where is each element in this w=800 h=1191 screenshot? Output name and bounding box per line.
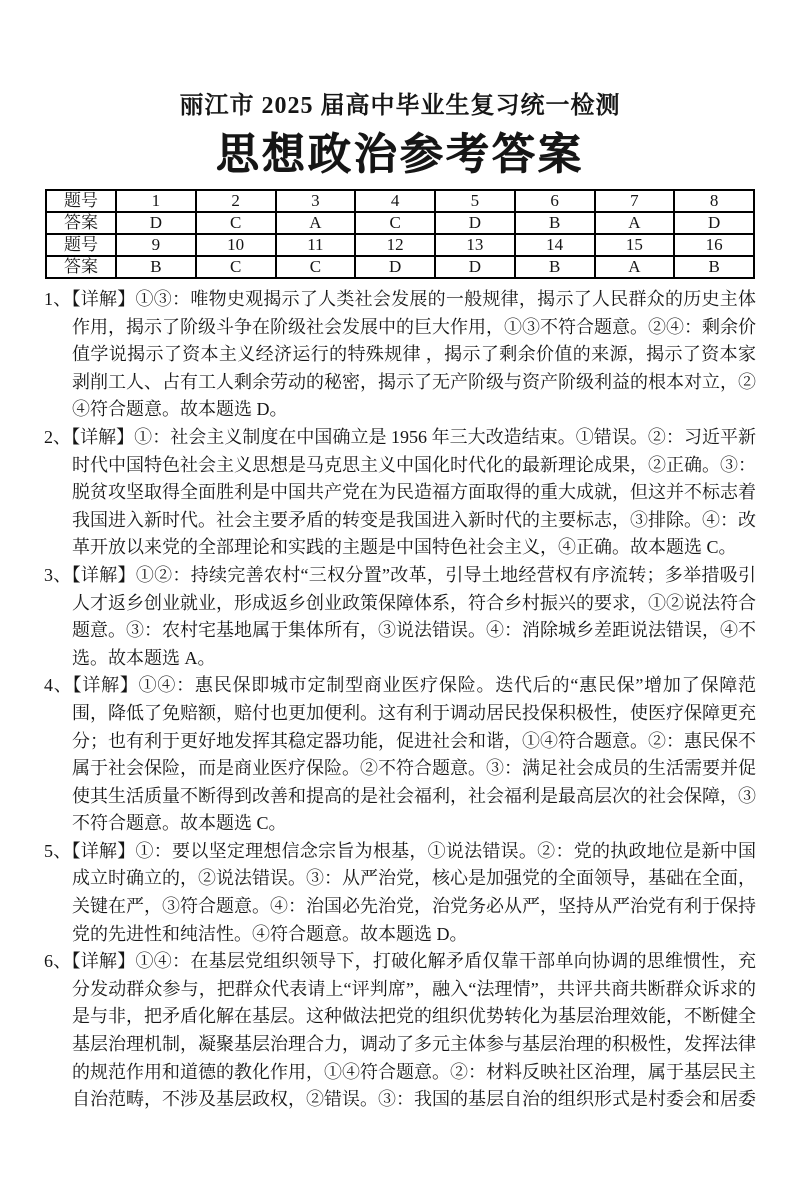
question-number-cell: 3 [276,190,356,212]
explanation-number: 6、 [44,951,72,972]
answer-table-row [46,234,754,256]
question-number-cell: 1 [116,190,196,212]
answer-cell: A [595,256,675,278]
explanation-number: 2、 [44,426,72,447]
answer-cell: C [196,212,276,234]
answer-cell: D [355,256,435,278]
answer-cell: D [674,212,754,234]
explanation-item-5 [44,838,756,948]
explanation-item-6 [44,948,756,1114]
exam-title: 丽江市 2025 届高中毕业生复习统一检测 [179,93,621,119]
explanation-item-3 [44,562,756,672]
question-number-cell: 8 [674,190,754,212]
answer-cell: B [116,256,196,278]
explanation-text: ①：要以坚定理想信念宗旨为根基，①说法错误。②：党的执政地位是新中国成立时确立的，②说法错误。③：从严治党，核心是加强党的全面领导，基础在全面，关键在严，③符合题意。④：治国必先治党，治党务必从严，坚持从严治党有利于保持党的先进性和纯洁性。④符合题意。故本题选 D。 [72,840,757,944]
answer-cell: D [435,256,515,278]
explanation-number: 1、 [44,289,72,309]
explanation-text: ①③：唯物史观揭示了人类社会发展的一般规律，揭示了人民群众的历史主体作用，揭示了阶级斗争在阶级社会发展中的巨大作用，①③不符合题意。②④：剩余价值学说揭示了资本主义经济运行的特殊规律 ，揭示了剩余价值的来源，揭示了资本家剥削工人、占有工人剩余劳动的秘密，揭示了无产阶级与资产阶级利益的根本对立，②④符合题意。故本题选 D。 [72,289,757,420]
explanation-item-1 [44,286,756,424]
explanation-label: 【详解】 [71,289,136,309]
answer-table [45,189,755,279]
answer-cell: B [515,256,595,278]
question-number-cell: 2 [196,190,276,212]
explanation-item-2 [44,424,756,562]
explanation-label: 【详解】 [72,675,139,696]
row-label: 答案 [46,256,116,278]
answer-cell: B [515,212,595,234]
answer-cell: C [196,256,276,278]
question-number-cell: 16 [674,234,754,256]
question-number-cell: 14 [515,234,595,256]
answer-table-row [46,190,754,212]
answer-key-title: 思想政治参考答案 [216,132,584,179]
answer-table-row [46,256,754,278]
question-number-cell: 13 [435,234,515,256]
answer-table-row [46,212,754,234]
question-number-cell: 4 [355,190,435,212]
question-number-cell: 9 [116,234,196,256]
answer-cell: D [435,212,515,234]
explanation-text: ①④：惠民保即城市定制型商业医疗保险。迭代后的“惠民保”增加了保障范围，降低了免赔额，赔付也更加便利。这有利于调动居民投保积极性，使医疗保障更充分；也有利于更好地发挥其稳定器功能，促进社会和谐，①④符合题意。②：惠民保不属于社会保险，而是商业医疗保险。②不符合题意。③：满足社会成员的生活需要并促使其生活质量不断得到改善和提高的是社会福利，社会福利是最高层次的社会保障，③不符合题意。故本题选 C。 [72,675,756,834]
question-number-cell: 12 [355,234,435,256]
explanation-number: 4、 [44,675,73,696]
answer-cell: D [116,212,196,234]
question-number-cell: 11 [276,234,356,256]
answer-cell: A [595,212,675,234]
question-number-cell: 5 [435,190,515,212]
explanation-label: 【详解】 [71,951,136,972]
explanations-section [44,286,756,1114]
explanation-label: 【详解】 [71,840,136,861]
explanation-label: 【详解】 [71,426,135,447]
answer-cell: C [276,256,356,278]
question-number-cell: 15 [595,234,675,256]
row-label: 答案 [46,212,116,234]
row-label: 题号 [46,190,116,212]
question-number-cell: 6 [515,190,595,212]
explanation-number: 5、 [44,840,72,861]
explanation-number: 3、 [44,564,72,585]
explanation-label: 【详解】 [71,564,136,585]
explanation-text: ①④：在基层党组织领导下，打破化解矛盾仅靠干部单向协调的思维惯性，充分发动群众参与，把群众代表请上“评判席”，融入“法理情”，共评共商共断群众诉求的是与非，把矛盾化解在基层。这种做法把党的组织优势转化为基层治理效能，不断健全基层治理机制，凝聚基层治理合力，调动了多元主体参与基层治理的积极性，发挥法律的规范作用和道德的教化作用，①④符合题意。②：材料反映社区治理，属于基层民主自治范畴，不涉及基层政权，②错误。③：我国的基层自治的组织形式是村委会和居委 [72,951,757,1110]
answer-cell: A [276,212,356,234]
row-label: 题号 [46,234,116,256]
explanation-text: ①②：持续完善农村“三权分置”改革，引导土地经营权有序流转；多举措吸引人才返乡创业就业，形成返乡创业政策保障体系，符合乡村振兴的要求，①②说法符合题意。③：农村宅基地属于集体所有，③说法错误。④：消除城乡差距说法错误，④不选。故本题选 A。 [72,564,757,668]
answer-cell: B [674,256,754,278]
explanation-text: ①：社会主义制度在中国确立是 1956 年三大改造结束。①错误。②：习近平新时代中国特色社会主义思想是马克思主义中国化时代化的最新理论成果，②正确。③：脱贫攻坚取得全面胜利是中国共产党在为民造福方面取得的重大成就，但这并不标志着我国进入新时代。社会主要矛盾的转变是我国进入新时代的主要标志，③排除。④：改革开放以来党的全部理论和实践的主题是中国特色社会主义，④正确。故本题选 C。 [72,426,757,558]
answer-cell: C [355,212,435,234]
explanation-item-4 [44,672,756,838]
question-number-cell: 10 [196,234,276,256]
question-number-cell: 7 [595,190,675,212]
